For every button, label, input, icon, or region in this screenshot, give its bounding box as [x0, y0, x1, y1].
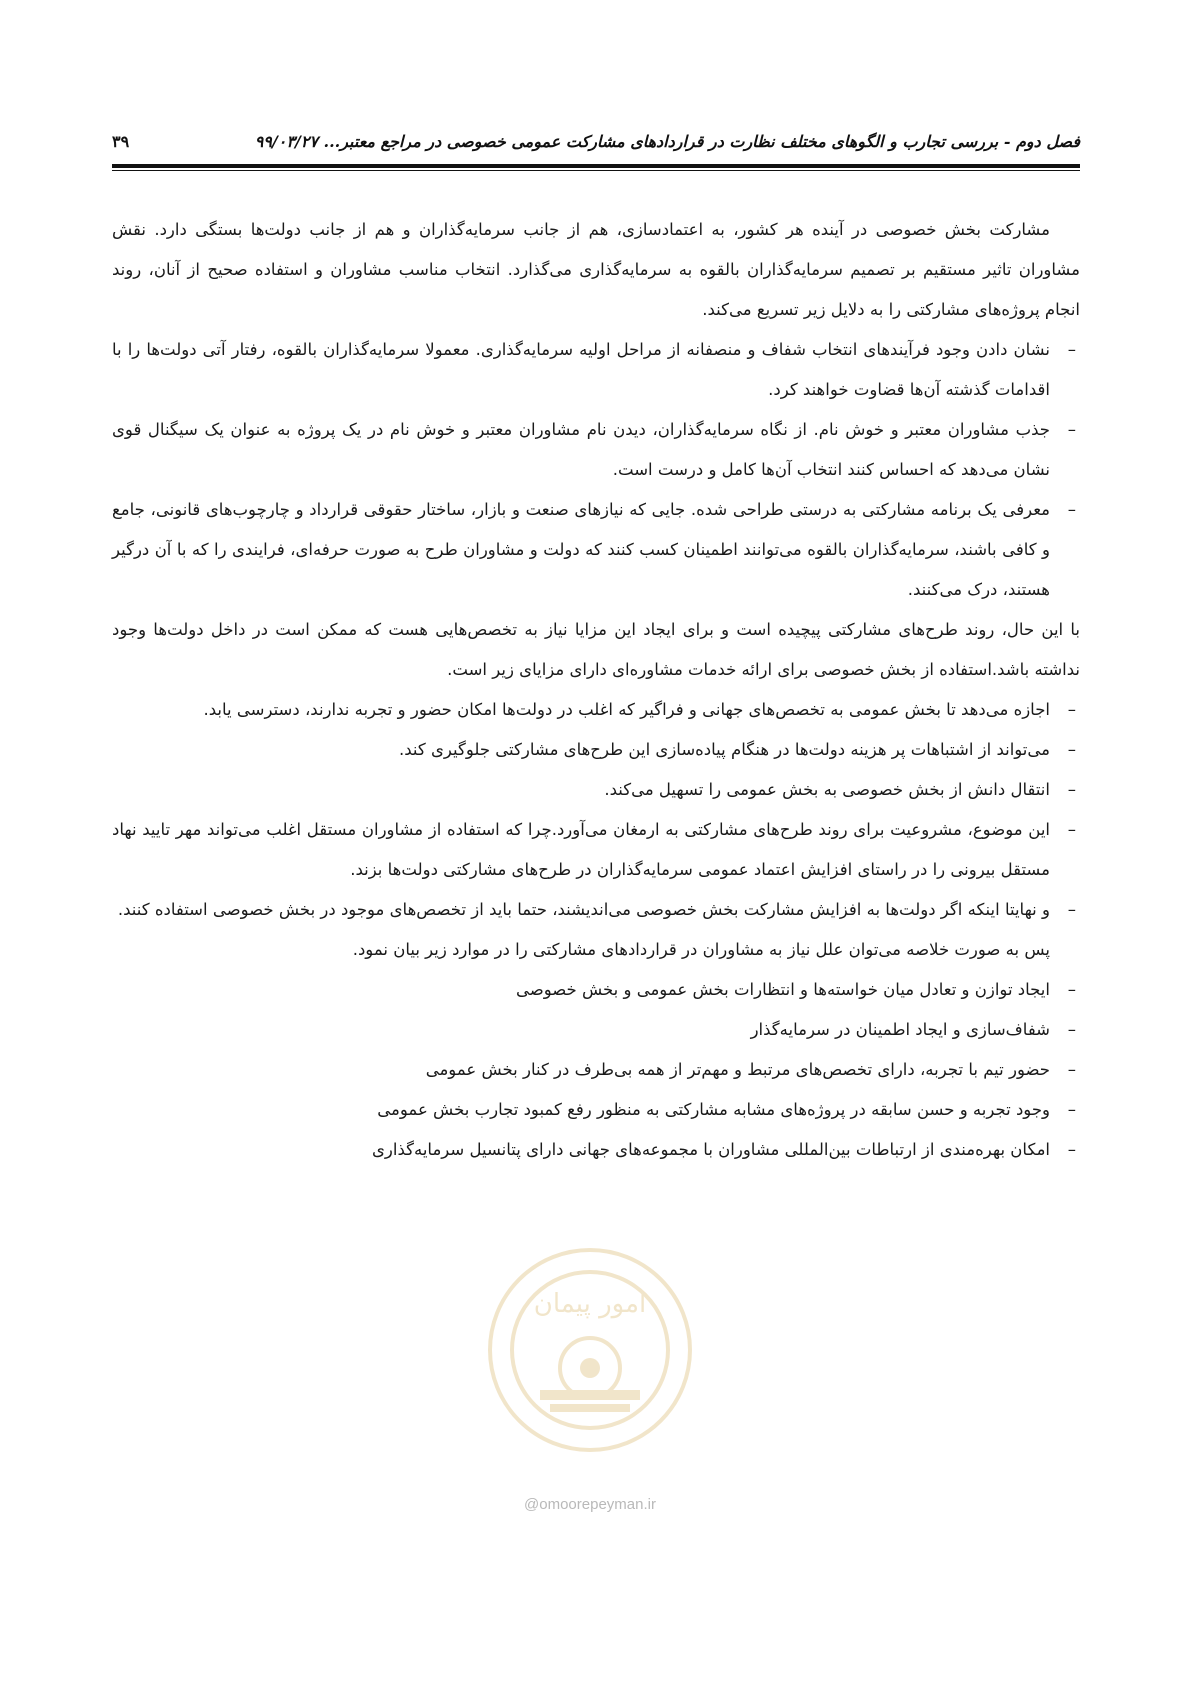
list-item: – و نهایتا اینکه اگر دولت‌ها به افزایش مشارکت بخش خصوصی می‌اندیشند، حتما باید از تخصص‌های موجود در بخش خصوصی استفاده کنند. [112, 890, 1080, 930]
advantages-list [112, 690, 1080, 930]
list-item: – این موضوع، مشروعیت برای روند طرح‌های مشارکتی به ارمغان می‌آورد.چرا که استفاده از مشاوران مستقل اغلب می‌تواند مهر تایید نهاد مستقل بیرونی را در راستای افزایش اعتماد عمومی سرمایه‌گذاران در طرح‌های مشارکتی دولت‌ها بزند. [112, 810, 1080, 890]
list-item: – معرفی یک برنامه مشارکتی به درستی طراحی شده. جایی که نیازهای صنعت و بازار، ساختار حقوقی قرارداد و چارچوب‌های قانونی، جامع و کافی باشند، سرمایه‌گذاران بالقوه می‌توانند اطمینان کسب کنند که دولت و مشاوران طرح به صورت حرفه‌ای، فرایندی را که با آن درگیر هستند، درک می‌کنند. [112, 490, 1080, 610]
list-item: – انتقال دانش از بخش خصوصی به بخش عمومی را تسهیل می‌کند. [112, 770, 1080, 810]
watermark-seal [480, 1240, 700, 1460]
list-item: – نشان دادن وجود فرآیندهای انتخاب شفاف و منصفانه از مراحل اولیه سرمایه‌گذاری. معمولا سرمایه‌گذاران بالقوه، رفتار آتی دولت‌ها را با اقدامات گذشته آن‌ها قضاوت خواهند کرد. [112, 330, 1080, 410]
advantages-paragraph: با این حال، روند طرح‌های مشارکتی پیچیده است و برای ایجاد این مزایا نیاز به تخصص‌هایی هست که ممکن است در داخل دولت‌ها وجود نداشته باشد.استفاده از بخش خصوصی برای ارائه خدمات مشاوره‌ای دارای مزایای زیر است. [112, 620, 1080, 679]
summary-paragraph: پس به صورت خلاصه می‌توان علل نیاز به مشاوران در قراردادهای مشارکتی را در موارد زیر بیان نمود. [352, 940, 1050, 959]
list-item: – امکان بهره‌مندی از ارتباطات بین‌المللی مشاوران با مجموعه‌های جهانی دارای پتانسیل سرمایه‌گذاری [112, 1130, 1080, 1170]
list-item: – می‌تواند از اشتباهات پر هزینه دولت‌ها در هنگام پیاده‌سازی این طرح‌های مشارکتی جلوگیری کند. [112, 730, 1080, 770]
seal-text: امور پیمان [533, 1289, 647, 1319]
benefits-list [112, 330, 1080, 610]
running-header [112, 130, 1080, 156]
list-item: – جذب مشاوران معتبر و خوش نام. از نگاه سرمایه‌گذاران، دیدن نام مشاوران معتبر و خوش نام در یک پروژه به عنوان یک سیگنال قوی نشان می‌دهد که احساس کنند انتخاب آن‌ها کامل و درست است. [112, 410, 1080, 490]
chapter-title: فصل دوم - بررسی تجارب و الگوهای مختلف نظارت در قراردادهای مشارکت عمومی خصوصی در مراجع معتبر... ۹۹/۰۳/۲۷ [254, 132, 1080, 151]
header-rule-thin [112, 170, 1080, 171]
watermark-site: @omoorepeyman.ir [524, 1496, 656, 1513]
list-item: – اجازه می‌دهد تا بخش عمومی به تخصص‌های جهانی و فراگیر که اغلب در دولت‌ها امکان حضور و تجربه ندارند، دسترسی یابد. [112, 690, 1080, 730]
header-rule-thick [112, 164, 1080, 168]
reasons-list [112, 970, 1080, 1170]
list-item: – وجود تجربه و حسن سابقه در پروژه‌های مشابه مشارکتی به منظور رفع کمبود تجارب بخش عمومی [112, 1090, 1080, 1130]
list-item: – شفاف‌سازی و ایجاد اطمینان در سرمایه‌گذار [112, 1010, 1080, 1050]
list-item: – ایجاد توازن و تعادل میان خواسته‌ها و انتظارات بخش عمومی و بخش خصوصی [112, 970, 1080, 1010]
list-item: – حضور تیم با تجربه، دارای تخصص‌های مرتبط و مهم‌تر از همه بی‌طرف در کنار بخش عمومی [112, 1050, 1080, 1090]
page-number: ۳۹ [112, 132, 130, 151]
intro-paragraph: مشارکت بخش خصوصی در آینده هر کشور، به اعتمادسازی، هم از جانب سرمایه‌گذاران و هم از جانب دولت‌ها بستگی دارد. نقش مشاوران تاثیر مستقیم بر تصمیم سرمایه‌گذاران بالقوه به سرمایه‌گذاری می‌گذارد. انتخاب مناسب مشاوران و استفاده صحیح از آنان، روند انجام پروژه‌های مشارکتی را به دلایل زیر تسریع می‌کند. [112, 220, 1080, 319]
body-text [112, 210, 1080, 1170]
